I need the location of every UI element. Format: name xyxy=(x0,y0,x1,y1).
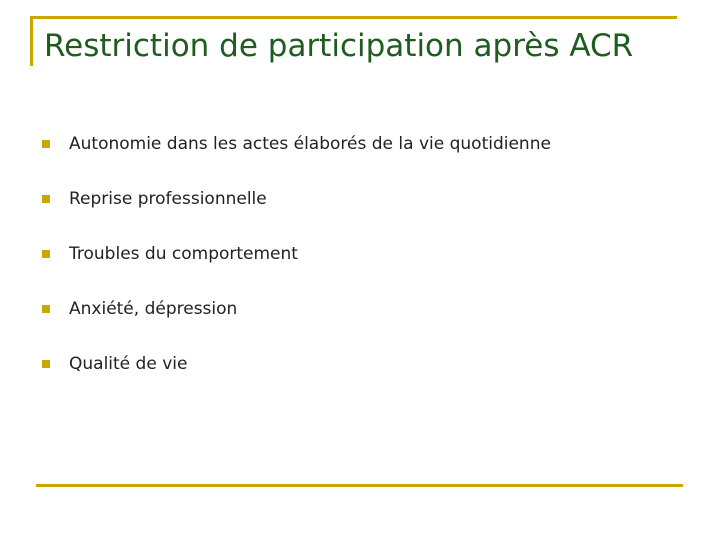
bullet-text: Qualité de vie xyxy=(69,353,188,374)
title-frame-top-rule xyxy=(30,16,677,19)
square-bullet-icon xyxy=(42,250,50,258)
bullet-text: Troubles du comportement xyxy=(69,243,298,264)
bullet-text: Anxiété, dépression xyxy=(69,298,238,319)
square-bullet-icon xyxy=(42,195,50,203)
title-frame-left-rule xyxy=(30,16,33,66)
bullet-item xyxy=(42,295,551,322)
bullet-item xyxy=(42,350,551,377)
bottom-rule xyxy=(36,484,683,487)
bullet-item xyxy=(42,185,551,212)
bullet-item xyxy=(42,130,551,157)
bullet-text: Reprise professionnelle xyxy=(69,188,267,209)
square-bullet-icon xyxy=(42,305,50,313)
square-bullet-icon xyxy=(42,360,50,368)
bullet-text: Autonomie dans les actes élaborés de la vie quotidienne xyxy=(69,133,551,154)
bullet-item xyxy=(42,240,551,267)
slide-title: Restriction de participation après ACR xyxy=(44,28,634,64)
bullet-list xyxy=(42,130,551,405)
square-bullet-icon xyxy=(42,140,50,148)
